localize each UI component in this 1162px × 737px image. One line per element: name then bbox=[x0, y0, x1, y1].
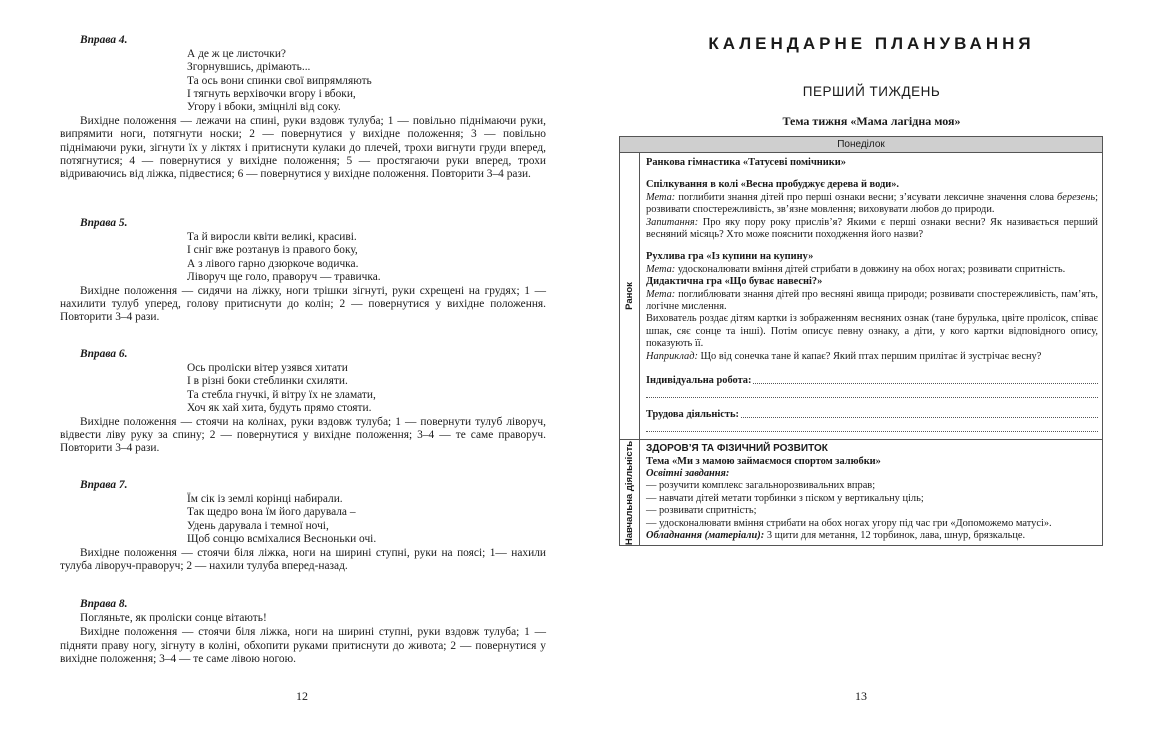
verse-line: Ось проліски вітер узявся хитати bbox=[187, 362, 348, 375]
exercise-title: Вправа 6. bbox=[80, 348, 128, 360]
exercise-5 bbox=[60, 217, 546, 325]
individual-work-line bbox=[646, 387, 1098, 401]
page-title: КАЛЕНДАРНЕ ПЛАНУВАННЯ bbox=[708, 34, 1035, 53]
verse-line: Та стебла гнучкі, й вітру їх не зламати, bbox=[187, 388, 376, 401]
didactic-game-goal: Мета: поглиблювати знання дітей про весняні явища природи; розвивати спостережливість, пам’ять, логічне мислення. bbox=[646, 288, 1098, 313]
education-row bbox=[620, 440, 1102, 545]
verse-line: Хоч як хай хита, будуть прямо стояти. bbox=[187, 401, 372, 414]
education-task: — навчати дітей метати торбинки з піском у вертикальну ціль; bbox=[646, 492, 924, 504]
didactic-game-description: Вихователь роздає дітям картки із зображенням весняних ознак (тане бурулька, цвіте пролісок, співає шпак, сяє сонце та інші). Потім описує певну ознаку, а діти, у кого картки відповідного опису, показують її. bbox=[646, 313, 1098, 350]
education-side-label: Навчальна діяльність bbox=[620, 440, 640, 545]
didactic-game-title: Дидактична гра «Що буває навесні?» bbox=[646, 276, 823, 288]
exercise-description: Вихідне положення — стоячи біля ліжка, ноги на ширині ступні, руки вздовж тулуба; 1 — підняти праву ногу, зігнуту в коліні, обхопити руками притиснути до живота; 2 — повернутися у вихідне положення; 3–4 — те саме лівою ногою. bbox=[60, 626, 546, 665]
education-equipment: Обладнання (матеріали): 3 щити для метання, 12 торбинок, лава, шнур, брязкальце. bbox=[646, 529, 1026, 541]
verse-line: А з лівого гарно дзюркоче водичка. bbox=[187, 257, 359, 270]
verse-line: А де ж це листочки? bbox=[187, 48, 286, 61]
exercise-verse bbox=[187, 362, 546, 415]
gymnastics-title: Ранкова гімнастика «Татусеві помічники» bbox=[646, 157, 846, 168]
right-page bbox=[581, 0, 1162, 737]
exercise-verse bbox=[187, 493, 546, 546]
exercise-title: Вправа 5. bbox=[80, 217, 128, 229]
week-title: ПЕРШИЙ ТИЖДЕНЬ bbox=[802, 84, 941, 99]
verse-line: Так щедро вона їм його дарувала – bbox=[187, 506, 356, 519]
verse-line: І сніг вже розтанув із правого боку, bbox=[187, 244, 358, 257]
exercise-title: Вправа 8. bbox=[80, 598, 128, 610]
conversation-title: Спілкування в колі «Весна пробуджує дерева й води». bbox=[646, 179, 900, 191]
education-tasks-label: Освітні завдання: bbox=[646, 467, 730, 479]
verse-line: Щоб сонцю всміхалися Весноньки очі. bbox=[187, 532, 377, 545]
morning-side-label: Ранок bbox=[620, 153, 640, 439]
verse-line: Ліворуч ще голо, праворуч — травичка. bbox=[187, 270, 381, 283]
verse-line: І в різні боки стеблинки схиляти. bbox=[187, 375, 348, 388]
exercise-intro: Погляньте, як проліски сонце вітають! bbox=[80, 612, 267, 625]
exercise-description: Вихідне положення — сидячи на ліжку, ноги трішки зігнуті, руки схрещені на грудях; 1 — нахилити тулуб уперед, голову притиснути до колін; 2 — повернутися у вихідне положення. Повторити 3–4 рази. bbox=[60, 285, 546, 324]
page-number: 13 bbox=[855, 689, 867, 703]
labor-field: Трудова діяльність: bbox=[646, 407, 1098, 421]
verse-line: Їм сік із землі корінці набирали. bbox=[187, 493, 343, 506]
exercise-description: Вихідне положення — стоячи на колінах, руки вздовж тулуба; 1 — повернути тулуб ліворуч, відвести ліву руку за спину; 2 — повернутися у вихідне положення; 3–4 — те саме праворуч. Повторити 3–4 рази. bbox=[60, 416, 546, 455]
day-header: Понеділок bbox=[620, 137, 1102, 153]
verse-line: Згорнувшись, дрімають... bbox=[187, 61, 311, 74]
schedule-table bbox=[619, 136, 1103, 546]
exercise-description: Вихідне положення — лежачи на спині, руки вздовж тулуба; 1 — повільно піднімаючи руки, випрямити ноги, потягнути носки; 2 — повернутися у вихідне положення; 3 — повільно піднімаючи руки, зігнути їх у ліктях і притиснути кулаки до плечей, трохи вигнути груди вперед, потягнутися; 4 — повернутися у вихідне положення; 5 — простягаючи руки вперед, трохи відриваючись від ліжка, підвестися; 6 — повернутися у вихідне положення. Повторити 3–4 рази. bbox=[60, 115, 546, 181]
exercise-verse bbox=[187, 48, 546, 114]
conversation-questions: Запитання: Про яку пору року прислів’я? Якими є перші ознаки весни? Як називається перший весняний місяць? Хто може пояснити походження його назви? bbox=[646, 216, 1098, 241]
exercise-description: Вихідне положення — стоячи біля ліжка, ноги на ширині ступні, руки на поясі; 1— нахили тулуба ліворуч-праворуч; 2 — нахили тулуба вперед-назад. bbox=[60, 547, 546, 573]
moving-game-title: Рухлива гра «Із купини на купину» bbox=[646, 251, 814, 263]
education-task: — удосконалювати вміння стрибати на обох ногах угору під час гри «Допоможемо матусі». bbox=[646, 517, 1052, 529]
verse-line: Удень дарувала і темної ночі, bbox=[187, 519, 329, 532]
exercise-6 bbox=[60, 348, 546, 456]
verse-line: І тягнуть верхівочки вгору і вбоки, bbox=[187, 87, 356, 100]
didactic-game-example: Наприклад: Що від сонечка тане й капає? Який птах першим прилітає й зустрічає весну? bbox=[646, 350, 1042, 362]
morning-row bbox=[620, 153, 1102, 440]
verse-line: Та й виросли квіти великі, красиві. bbox=[187, 231, 357, 244]
conversation-goal: Мета: поглибити знання дітей про перші ознаки весни; з’ясувати лексичне значення слова березень; розвивати спостережливість, зв’язне мовлення; виховувати любов до природи. bbox=[646, 191, 1098, 216]
week-theme: Тема тижня «Мама лагідна моя» bbox=[782, 114, 961, 128]
education-title: ЗДОРОВ’Я ТА ФІЗИЧНИЙ РОЗВИТОК bbox=[646, 443, 828, 455]
education-task: — розвивати спритність; bbox=[646, 505, 757, 517]
verse-line: Угору і вбоки, зміцнілі від соку. bbox=[187, 101, 341, 114]
moving-game-goal: Мета: удосконалювати вміння дітей стрибати в довжину на обох ногах; розвивати спритність. bbox=[646, 263, 1066, 275]
exercise-8 bbox=[60, 598, 546, 666]
education-task: — розучити комплекс загальнорозвивальних вправ; bbox=[646, 480, 876, 492]
exercise-title: Вправа 4. bbox=[80, 34, 128, 46]
individual-work-field: Індивідуальна робота: bbox=[646, 373, 1098, 387]
labor-line bbox=[646, 421, 1098, 435]
verse-line: Та ось вони спинки свої випрямляють bbox=[187, 74, 372, 87]
exercise-4 bbox=[60, 34, 546, 181]
education-topic: Тема «Ми з мамою займаємося спортом залюбки» bbox=[646, 455, 881, 467]
exercise-7 bbox=[60, 479, 546, 573]
exercise-title: Вправа 7. bbox=[80, 479, 128, 491]
morning-content bbox=[640, 153, 1102, 439]
exercise-verse bbox=[187, 231, 546, 284]
page-number: 12 bbox=[296, 689, 308, 703]
education-content bbox=[640, 440, 1102, 545]
